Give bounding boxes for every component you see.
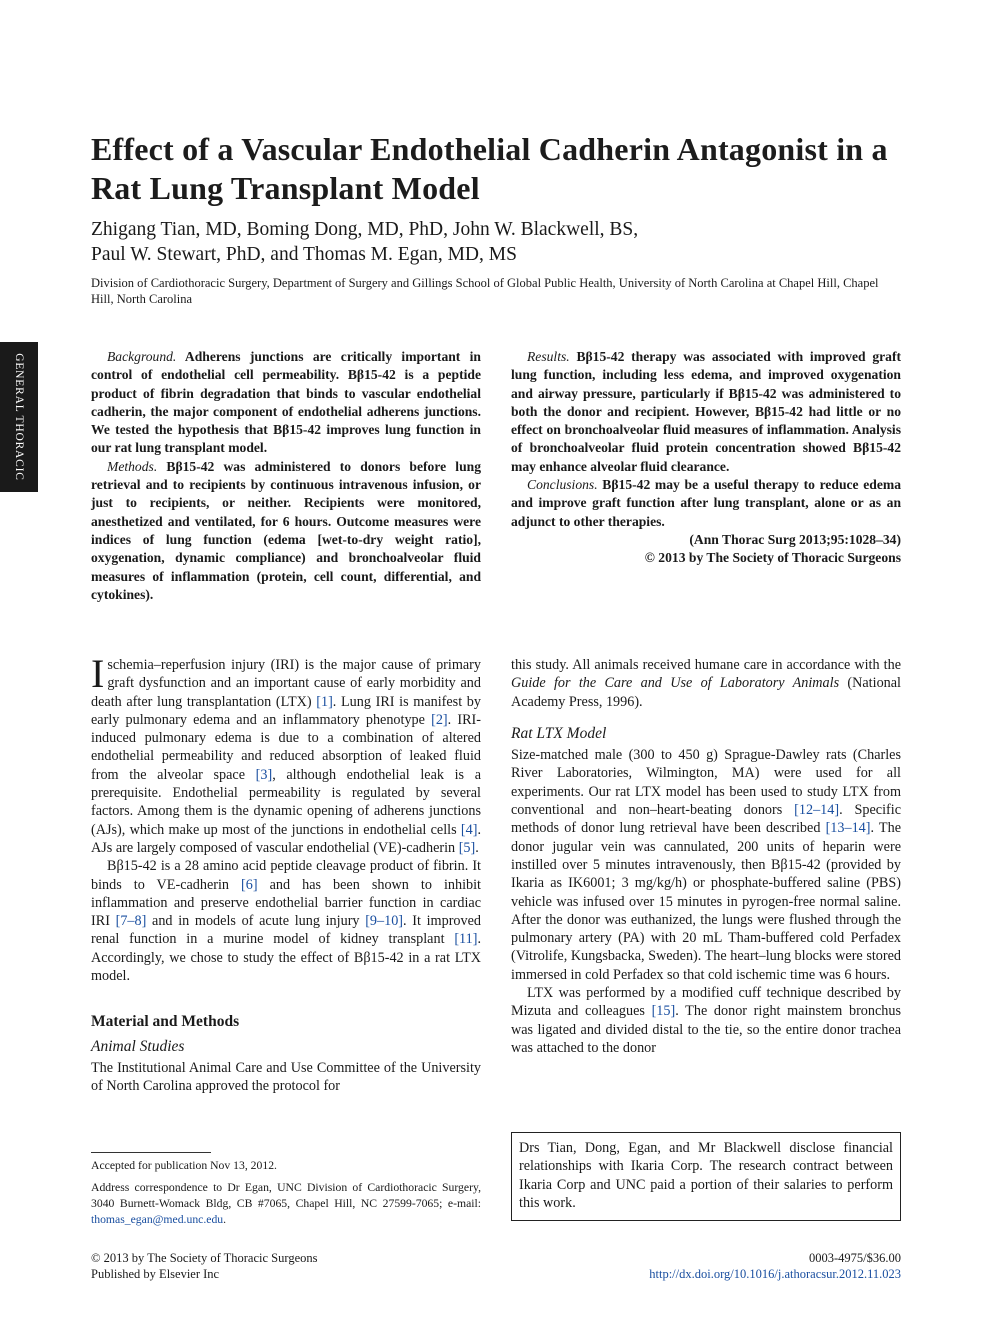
journal-citation: (Ann Thorac Surg 2013;95:1028–34) bbox=[689, 531, 901, 547]
reference-link[interactable]: [11] bbox=[454, 931, 478, 948]
abstract-copyright: © 2013 by The Society of Thoracic Surgeons bbox=[644, 550, 901, 566]
intro-text: , although endothelial leak is a prerequisite. Endothelial permeability is regulated by several factors. Among them is the dynamic opening of adherens junctions (AJs), which make up most of the junctions in endothelial cells bbox=[91, 766, 481, 838]
body-text: this study. All animals received humane care in accordance with the bbox=[511, 657, 901, 673]
accepted-date: Accepted for publication Nov 13, 2012. bbox=[91, 1159, 277, 1172]
abstract-conclusions bbox=[511, 476, 901, 531]
intro-paragraph-1 bbox=[91, 651, 481, 857]
ltx-paragraph-1 bbox=[511, 746, 901, 984]
side-tab-label: GENERAL THORACIC bbox=[13, 353, 25, 481]
reference-link[interactable]: [2] bbox=[431, 711, 448, 728]
intro-paragraph-2 bbox=[91, 857, 481, 985]
abstract-methods bbox=[91, 458, 481, 604]
reference-link[interactable]: [1] bbox=[316, 693, 333, 710]
body-left-column bbox=[91, 651, 481, 1096]
email-link[interactable]: thomas_egan@med.unc.edu bbox=[91, 1213, 224, 1226]
article-title: Effect of a Vascular Endothelial Cadherin Antagonist in a Rat Lung Transplant Model bbox=[91, 131, 888, 206]
methods-label: Methods. bbox=[107, 458, 158, 474]
body-text: . Specific methods of donor lung retrieval have been described bbox=[511, 802, 901, 837]
intro-text: Bβ15-42 is a 28 amino acid peptide cleavage product of fibrin. It binds to VE-cadherin bbox=[91, 858, 481, 893]
doi-link[interactable]: http://dx.doi.org/10.1016/j.athoracsur.2012.11.023 bbox=[649, 1267, 901, 1281]
conclusions-text: Bβ15-42 may be a useful therapy to reduce edema and improve graft function after lung transplant, alone or as an adjunct to other therapies. bbox=[511, 477, 901, 529]
abstract-background bbox=[91, 348, 481, 458]
methods-text: Bβ15-42 was administered to donors before lung retrieval and to recipients by continuous intravenous infusion, or just to recipients, or neither. Recipients were monitored, anesthetized and ventilated, for 6 hours. Outcome measures were indices of lung function (edema [wet-to-dry weight ratio], oxygenation, dynamic compliance) and bronchoalveolar fluid measures of inflammation (protein, cell count, differential, and cytokines). bbox=[91, 458, 482, 602]
section-side-tab bbox=[0, 342, 38, 492]
reference-link[interactable]: [3] bbox=[255, 766, 273, 783]
subsection-heading-rat-ltx: Rat LTX Model bbox=[511, 724, 607, 742]
section-heading-methods: Material and Methods bbox=[91, 1013, 240, 1031]
body-text: LTX was performed by a modified cuff technique described by Mizuta and colleagues bbox=[511, 985, 901, 1020]
reference-link[interactable]: [7–8] bbox=[115, 913, 147, 930]
footer-publisher: Published by Elsevier Inc bbox=[91, 1267, 220, 1281]
background-text: Adherens junctions are critically important in control of endothelial cell permeability. Bβ15-42 is a peptide product of fibrin degradation that binds to vascular endothelial cadherin, the major component of endothelial adherens junctions. We tested the hypothesis that Bβ15-42 improves lung function in our rat lung transplant model. bbox=[91, 349, 481, 456]
intro-text: . IRI-induced pulmonary edema is due to a combination of altered endothelial permeability and reduced absorption of leaked fluid from the alveolar space bbox=[91, 711, 481, 783]
subsection-heading-animal-studies: Animal Studies bbox=[91, 1037, 185, 1055]
reference-link[interactable]: [12–14] bbox=[794, 802, 840, 819]
intro-text: schemia–reperfusion injury (IRI) is the major cause of primary graft dysfunction and an important cause of early morbidity and death after lung transplantation (LTX) bbox=[91, 657, 481, 710]
intro-text: . It improved renal function in a murine model of kidney transplant bbox=[91, 913, 481, 948]
disclosure-box: Drs Tian, Dong, Egan, and Mr Blackwell disclose financial relationships with Ikaria Corp. The research contract between Ikaria Corp and UNC paid a portion of their salaries to perform this work. bbox=[511, 1132, 901, 1221]
body-text: . The donor jugular vein was cannulated, 200 units of heparin were instilled over 5 minutes intravenously, then Bβ15-42 (provided by Ikaria as IK6001; 3 mg/kg/h) or phosphate-buffered saline (PBS) vehicle was infused over 15 minutes in pyrogen-free normal saline. After the donor was euthanized, the lungs were flushed through the pulmonary artery (PA) with 20 mL Tham-buffered cold Perfadex (Vitrolife, Kungsbacka, Sweden). The heart–lung blocks were stored immersed in cold Perfadex so that cold ischemic time was 6 hours. bbox=[511, 820, 901, 983]
intro-text: . bbox=[475, 839, 479, 856]
intro-text: . Accordingly, we chose to study the effect of Bβ15-42 in a rat LTX model. bbox=[91, 931, 481, 985]
body-right-column bbox=[511, 656, 901, 1057]
body-text: Size-matched male (300 to 450 g) Sprague-Dawley rats (Charles River Laboratories, Wilmington, MA) were used for all experiments. Our rat LTX model has been used to study LTX from conventional and non–heart-beating donors bbox=[511, 747, 901, 819]
reference-link[interactable]: [13–14] bbox=[825, 820, 871, 837]
reference-link[interactable]: [15] bbox=[651, 1003, 676, 1020]
author-line-2: Paul W. Stewart, PhD, and Thomas M. Egan, MD, MS bbox=[91, 244, 517, 265]
footnotes bbox=[91, 1158, 481, 1234]
animal-studies-continued bbox=[511, 656, 901, 711]
drop-cap: I bbox=[91, 651, 105, 696]
abstract-left-column bbox=[91, 348, 481, 604]
intro-text: . AJs are largely composed of vascular endothelial (VE)-cadherin bbox=[91, 821, 481, 856]
reference-link[interactable]: [5] bbox=[458, 839, 476, 856]
footer-right bbox=[560, 1250, 901, 1282]
address-end: . bbox=[223, 1213, 227, 1226]
abstract-results bbox=[511, 348, 901, 476]
body-text: . The donor right mainstem bronchus was ligated and divided distal to the tie, so the entire donor trachea was attached to the donor bbox=[511, 1003, 902, 1056]
results-label: Results. bbox=[527, 349, 570, 364]
guide-title: Guide for the Care and Use of Laboratory Animals bbox=[511, 675, 840, 692]
abstract-right-column bbox=[511, 348, 901, 568]
reference-link[interactable]: [6] bbox=[241, 876, 258, 893]
reference-link[interactable]: [4] bbox=[460, 821, 478, 838]
footer-copyright: © 2013 by The Society of Thoracic Surgeons bbox=[91, 1251, 318, 1265]
animal-studies-paragraph: The Institutional Animal Care and Use Committee of the University of North Carolina approved the protocol for bbox=[91, 1059, 481, 1095]
background-label: Background. bbox=[107, 349, 177, 364]
results-text: Bβ15-42 therapy was associated with improved graft lung function, including less edema, and improved oxygenation and airway pressure, particularly if Bβ15-42 was administered to both the donor and recipient. However, Bβ15-42 had little or no effect on bronchoalveolar fluid measures of inflammation. Analysis of bronchoalveolar fluid protein concentration showed Bβ15-42 may enhance alveolar fluid clearance. bbox=[511, 349, 901, 474]
address-text: Address correspondence to Dr Egan, UNC Division of Cardiothoracic Surgery, 3040 Burnett-Womack Bldg, CB #7065, Chapel Hill, NC 27599-7065; e-mail: bbox=[91, 1181, 481, 1210]
footer-issn-price: 0003-4975/$36.00 bbox=[808, 1251, 901, 1265]
correspondence-address bbox=[91, 1180, 481, 1228]
ltx-paragraph-2 bbox=[511, 984, 901, 1057]
conclusions-label: Conclusions. bbox=[527, 477, 598, 493]
reference-link[interactable]: [9–10] bbox=[365, 913, 404, 930]
intro-text: and in models of acute lung injury bbox=[146, 913, 366, 930]
intro-text: . Lung IRI is manifest by early pulmonary edema and an inflammatory phenotype bbox=[91, 693, 481, 728]
author-line-1: Zhigang Tian, MD, Boming Dong, MD, PhD, John W. Blackwell, BS, bbox=[91, 219, 639, 240]
author-list bbox=[91, 217, 891, 267]
affiliation: Division of Cardiothoracic Surgery, Department of Surgery and Gillings School of Global Public Health, University of North Carolina at Chapel Hill, Chapel Hill, North Carolina bbox=[91, 276, 879, 306]
footer-left bbox=[91, 1250, 317, 1282]
intro-text: and has been shown to inhibit inflammation and preserve endothelial barrier function in cardiac IRI bbox=[91, 876, 481, 930]
footnote-divider bbox=[91, 1152, 211, 1153]
body-text: (National Academy Press, 1996). bbox=[511, 675, 901, 710]
